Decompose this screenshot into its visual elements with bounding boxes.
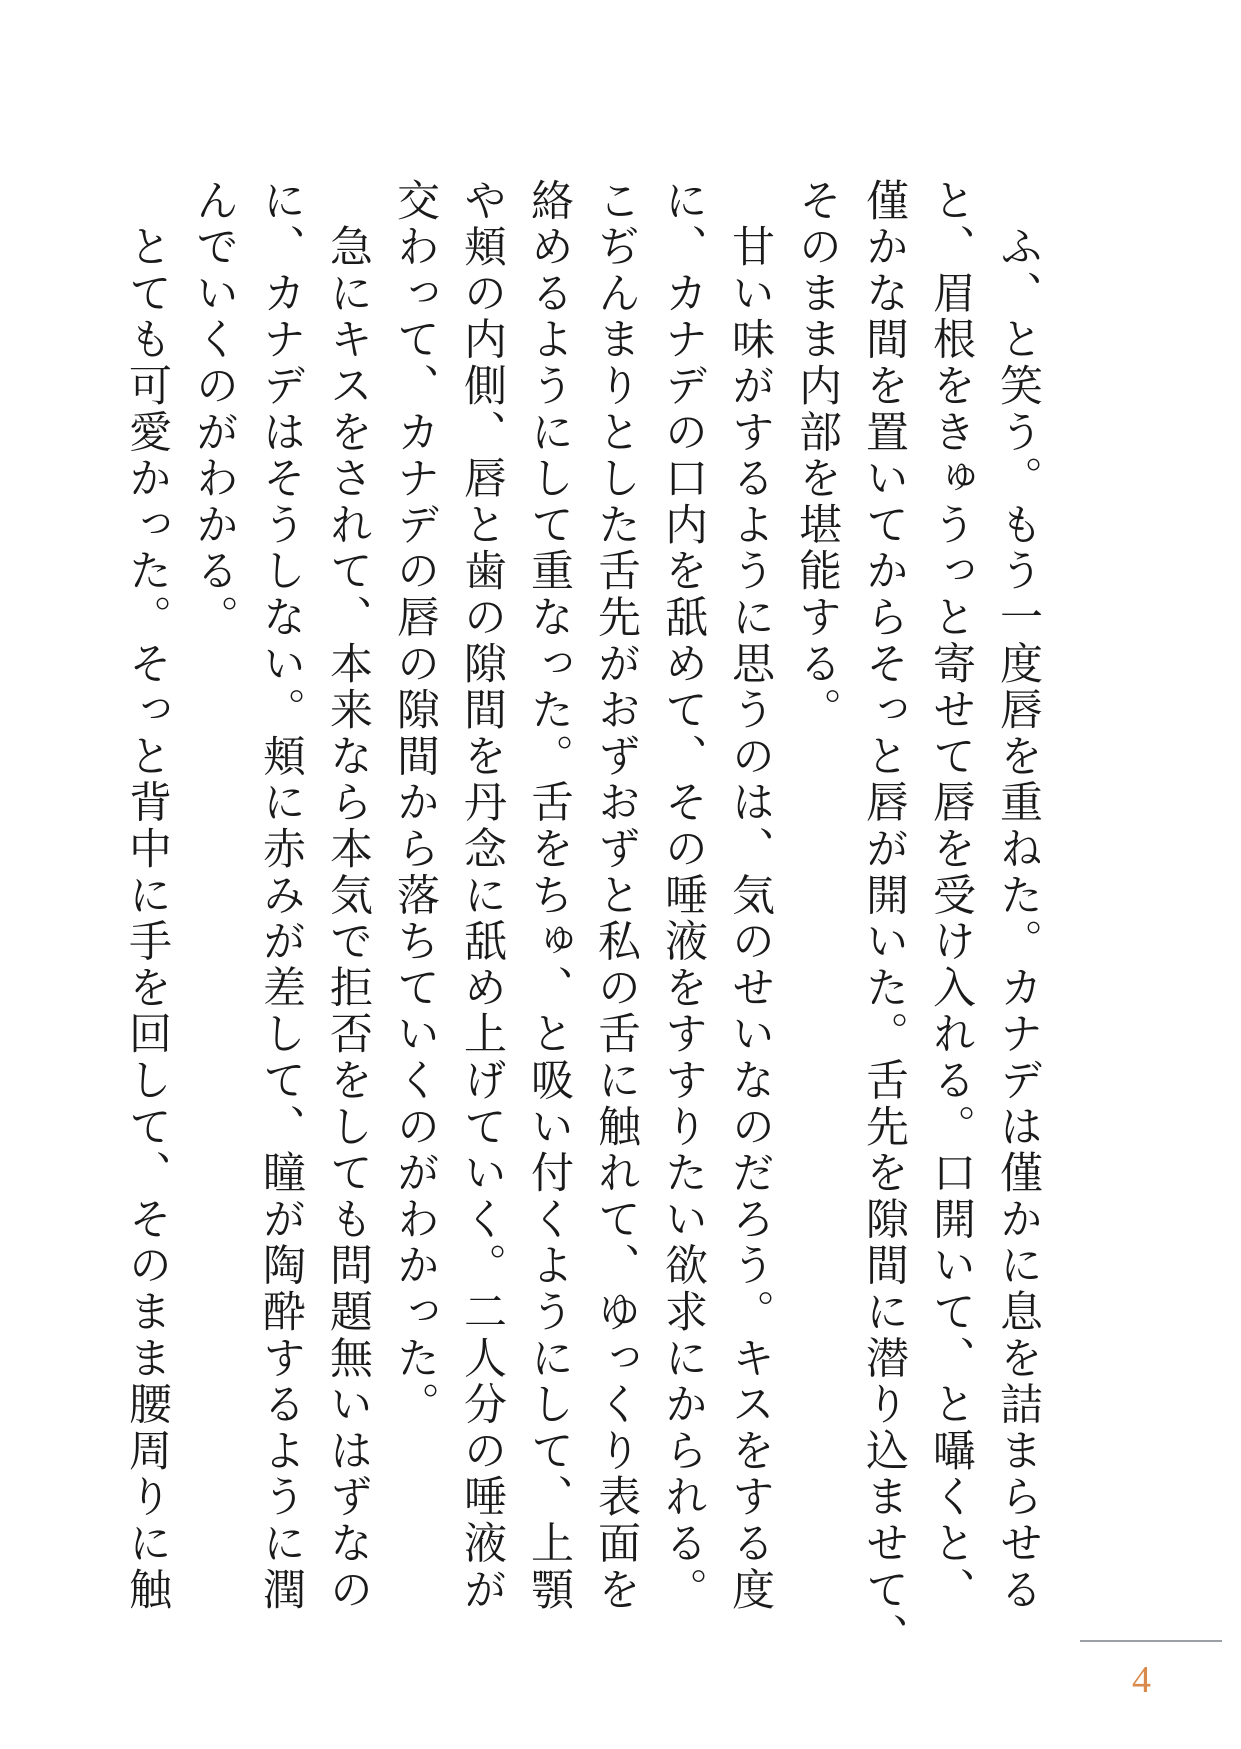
text-line: ふ、と笑う。もう一度唇を重ねた。カナデは僅かに息を詰まらせる xyxy=(993,178,1043,1614)
text-line: 僅かな間を置いてからそっと唇が開いた。舌先を隙間に潜り込ませて、 xyxy=(859,178,909,1660)
footer-divider xyxy=(1080,1640,1222,1642)
text-line: とても可愛かった。そっと背中に手を回して、そのまま腰周りに触 xyxy=(122,178,172,1614)
page-number: 4 xyxy=(1132,1659,1151,1701)
text-line: 交わって、カナデの唇の隙間から落ちていくのがわかった。 xyxy=(390,178,440,1429)
text-line: 絡めるようにして重なった。舌をちゅ、と吸い付くようにして、上顎 xyxy=(524,178,574,1614)
text-line: 甘い味がするように思うのは、気のせいなのだろう。キスをする度 xyxy=(725,178,775,1614)
text-line: や頬の内側、唇と歯の隙間を丹念に舐め上げていく。二人分の唾液が xyxy=(457,178,507,1614)
text-line: に、カナデの口内を舐めて、その唾液をすすりたい欲求にかられる。 xyxy=(658,178,708,1614)
text-line: 急にキスをされて、本来なら本気で拒否をしても問題無いはずなの xyxy=(323,178,373,1614)
text-line: そのまま内部を堪能する。 xyxy=(792,178,842,734)
vertical-text-body xyxy=(113,178,1051,1660)
text-line: んでいくのがわかる。 xyxy=(189,178,239,641)
text-line: に、カナデはそうしない。頬に赤みが差して、瞳が陶酔するように潤 xyxy=(256,178,306,1614)
text-line: こぢんまりとした舌先がおずおずと私の舌に触れて、ゆっくり表面を xyxy=(591,178,641,1614)
text-line: と、眉根をきゅうっと寄せて唇を受け入れる。口開いて、と囁くと、 xyxy=(926,178,976,1614)
